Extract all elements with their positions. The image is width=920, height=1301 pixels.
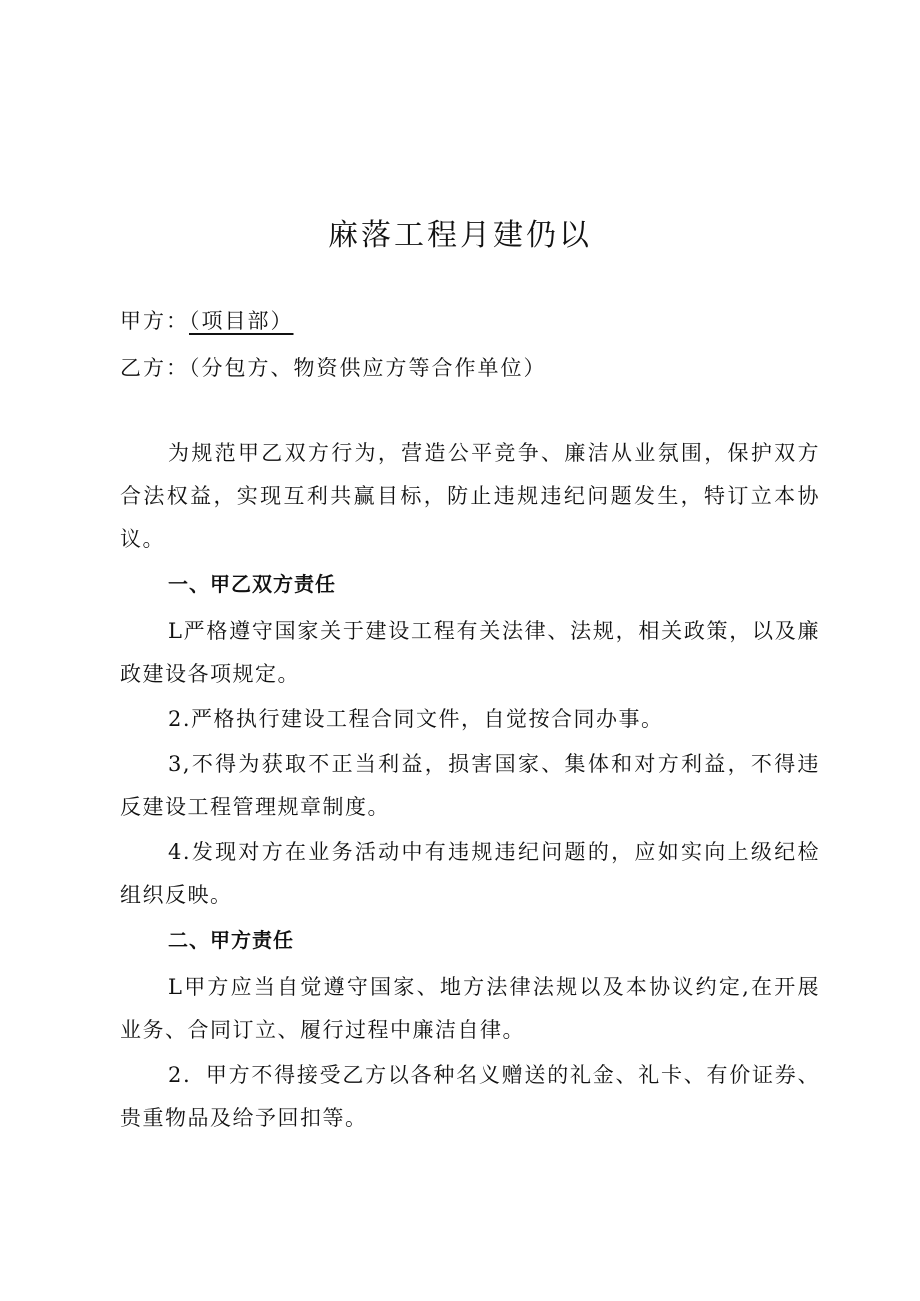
clause-item: 2.严格执行建设工程合同文件，自觉按合同办事。	[168, 707, 664, 731]
document-title: 麻落工程月建仍以	[328, 218, 592, 253]
party-b-label: 乙方：	[120, 356, 189, 380]
clause-item: 3,不得为获取不正当利益，损害国家、集体和对方利益，不得违反建设工程管理规章制度。	[120, 752, 820, 819]
party-b-line	[120, 352, 547, 382]
section-heading: 二、甲方责任	[168, 928, 294, 952]
clause-item: L严格遵守国家关于建设工程有关法律、法规，相关政策，以及廉政建设各项规定。	[120, 619, 820, 686]
party-a-label: 甲方：	[120, 309, 189, 333]
party-b-value: （分包方、物资供应方等合作单位）	[189, 356, 547, 380]
clause-item: 4.发现对方在业务活动中有违规违纪问题的，应如实向上级纪检组织反映。	[120, 840, 820, 907]
clause-item: 2．甲方不得接受乙方以各种名义赠送的礼金、礼卡、有价证券、贵重物品及给予回扣等。	[120, 1063, 820, 1130]
section-heading: 一、甲乙双方责任	[168, 572, 336, 596]
clause-item: L甲方应当自觉遵守国家、地方法律法规以及本协议约定,在开展业务、合同订立、履行过程中廉洁自律。	[120, 975, 820, 1042]
agreement-body	[120, 432, 820, 1142]
party-a-line	[120, 305, 294, 335]
party-a-value: （项目部）	[189, 309, 294, 333]
intro-paragraph: 为规范甲乙双方行为，营造公平竞争、廉洁从业氛围，保护双方合法权益，实现互利共赢目标，防止违规违纪问题发生，特订立本协议。	[120, 441, 820, 551]
